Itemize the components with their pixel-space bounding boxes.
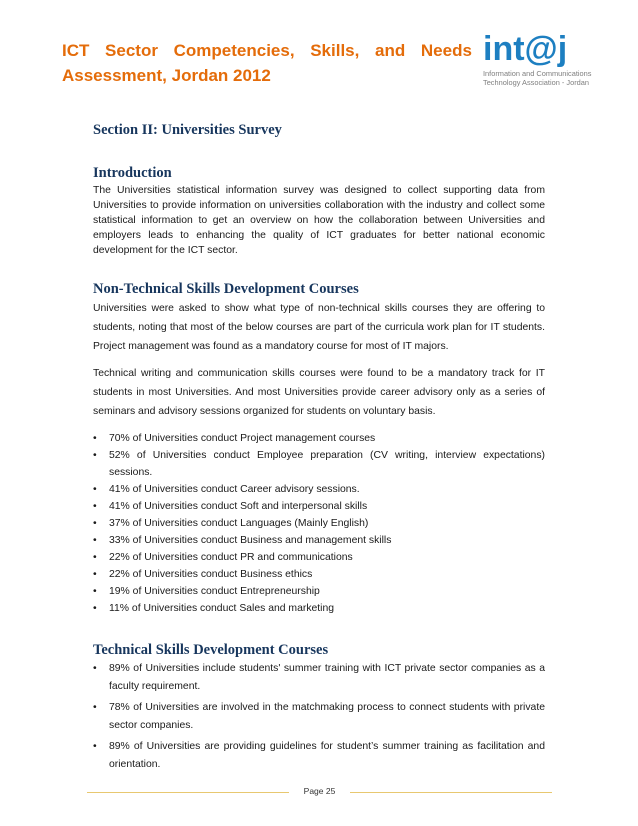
logo-subtitle-line-1: Information and Communications [483, 69, 592, 78]
technical-heading: Technical Skills Development Courses [93, 642, 329, 658]
bullet-text: 78% of Universities are involved in the matchmaking process to connect students with private sector companies. [109, 702, 545, 731]
header-title-line-2: Assessment, Jordan 2012 [62, 66, 271, 85]
bullet-icon: • [93, 450, 97, 461]
bullet-icon: • [93, 484, 97, 495]
non-technical-paragraph-2: Technical writing and communication skills courses were found to be a mandatory track for IT students in most Universities. And most Universities provide career advisory only as a series of seminars and advisory sessions organized for students on voluntary basis. [93, 368, 545, 417]
page-content [93, 120, 545, 773]
bullet-text: 52% of Universities conduct Employee preparation (CV writing, interview expectations) sessions. [109, 450, 545, 478]
logo-wordmark: int@j [483, 30, 568, 68]
footer-rule-left [87, 792, 289, 793]
header-word: Needs [420, 41, 472, 60]
bullet-item [93, 566, 545, 583]
bullet-icon: • [93, 663, 97, 674]
bullet-icon: • [93, 702, 97, 713]
bullet-icon: • [93, 535, 97, 546]
non-technical-paragraph-1: Universities were asked to show what type of non-technical skills courses they are offering to students, noting that most of the below courses are part of the curricula work plan for IT students. Project management was found as a mandatory course for most of IT majors. [93, 303, 545, 352]
bullet-icon: • [93, 603, 97, 614]
header-word: Skills, [310, 41, 360, 60]
bullet-item [93, 447, 545, 481]
bullet-item [93, 515, 545, 532]
footer-rule-right [350, 792, 552, 793]
bullet-text: 22% of Universities conduct Business ethics [109, 569, 313, 580]
bullet-item [93, 738, 545, 773]
header-title-line-1 [62, 38, 472, 63]
bullet-item [93, 532, 545, 549]
bullet-text: 41% of Universities conduct Soft and interpersonal skills [109, 501, 368, 512]
header-word: Sector [105, 41, 158, 60]
bullet-icon: • [93, 501, 97, 512]
bullet-item [93, 481, 545, 498]
non-technical-bullet-list [93, 430, 545, 617]
introduction-heading: Introduction [93, 165, 172, 181]
bullet-text: 22% of Universities conduct PR and communications [109, 552, 353, 563]
logo-subtitle-line-2: Technology Association - Jordan [483, 78, 589, 87]
header-word: ICT [62, 41, 90, 60]
bullet-item [93, 549, 545, 566]
bullet-text: 19% of Universities conduct Entrepreneurship [109, 586, 320, 597]
bullet-icon: • [93, 741, 97, 752]
bullet-text: 41% of Universities conduct Career advisory sessions. [109, 484, 360, 495]
bullet-icon: • [93, 433, 97, 444]
bullet-item [93, 430, 545, 447]
section-title: Section II: Universities Survey [93, 122, 282, 138]
bullet-item [93, 583, 545, 600]
bullet-icon: • [93, 586, 97, 597]
bullet-text: 89% of Universities include students' summer training with ICT private sector companies as a faculty requirement. [109, 663, 545, 692]
page-footer [87, 785, 552, 799]
bullet-item [93, 498, 545, 515]
bullet-icon: • [93, 552, 97, 563]
bullet-text: 33% of Universities conduct Business and management skills [109, 535, 392, 546]
bullet-item [93, 699, 545, 734]
bullet-text: 11% of Universities conduct Sales and marketing [109, 603, 335, 614]
header-word: Competencies, [173, 41, 295, 60]
logo-subtitle [483, 69, 633, 87]
page-number: Page 25 [303, 786, 336, 796]
bullet-item [93, 600, 545, 617]
bullet-icon: • [93, 569, 97, 580]
bullet-icon: • [93, 518, 97, 529]
bullet-text: 89% of Universities are providing guidelines for student’s summer training as facilitation and orientation. [109, 741, 545, 770]
document-header-title [62, 38, 472, 88]
header-word: and [375, 41, 406, 60]
bullet-item [93, 660, 545, 695]
intaj-logo [483, 30, 633, 98]
bullet-text: 70% of Universities conduct Project management courses [109, 433, 376, 444]
introduction-paragraph: The Universities statistical information survey was designed to collect supporting data from Universities to provide information on universities collaboration with the industry and collect some statistical information to get an overview on how the collaboration between Universities and employers leads to enhancing the quality of ICT graduates for better national economic development for the ICT sector. [93, 185, 545, 256]
technical-bullet-list [93, 660, 545, 773]
non-technical-heading: Non-Technical Skills Development Courses [93, 281, 359, 297]
bullet-text: 37% of Universities conduct Languages (Mainly English) [109, 518, 369, 529]
